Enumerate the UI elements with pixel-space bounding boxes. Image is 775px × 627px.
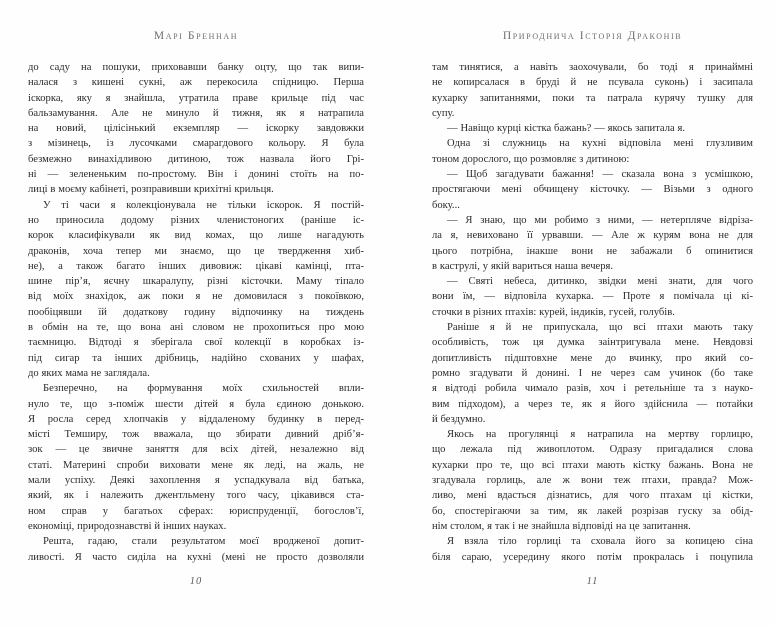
text-line: там тинятися, а навіть заохочували, бо тоді я принаймні — [432, 62, 753, 73]
right-page — [432, 0, 753, 627]
paragraph — [432, 427, 753, 534]
text-line: сточки в різних птахів: курей, індиків, гусей, голубів. — [432, 306, 675, 318]
text-line: шине пір’я, яєчну шкаралупу, різні кісточки. Маму тіпало — [28, 276, 364, 288]
text-line: в каструлі, у якій вариться наша вечеря. — [432, 260, 614, 272]
text-line: ном справ у багатьох сферах: юриспруденції, богослов’ї, — [28, 505, 364, 517]
text-line: нуло те, що з-поміж шести дітей я була єдиною донькою. — [28, 398, 364, 410]
text-line: корок класифікували як вид комах, що лише нагадують — [28, 230, 364, 242]
text-line: згадувала горлиць, але ж вони теж птахи, правда? Мож- — [432, 475, 753, 487]
text-line: який, як і належить джентльмену того часу, цікавився ста- — [28, 490, 364, 502]
text-line: в обмін на те, що вона ані словом не прохопиться про мою — [28, 322, 364, 334]
text-line: під сигар та інших дрібниць, надійно схованих у шафах, — [28, 352, 364, 364]
text-line: пообіцявши їй додаткову годину відпочинку на тиждень — [28, 306, 364, 318]
text-line: бальзамування. Але не минуло й тижня, як я натрапила — [28, 107, 364, 119]
text-line: таємницю. Відтоді я зберігала свої колекції в коробках із- — [28, 337, 364, 349]
page-number-left: 10 — [189, 576, 203, 587]
text-line: Раніше я й не припускала, що всі птахи мають таку — [447, 322, 753, 334]
text-line: цього потрібна, інакше вони не забажали б опинитися — [432, 245, 753, 257]
text-line: біля сараю, усередину якого потім прокралась і поцупила — [432, 551, 753, 563]
text-line: Якось на прогулянці я натрапила на мертву горлицю, — [447, 429, 753, 441]
text-line: простягаючи мені обчищену кісточку. — Візьми з одного — [432, 184, 753, 196]
text-line: — Щоб загадувати бажання! — сказала вона з усмішкою, — [447, 169, 753, 181]
text-line: особливість, тож ця думка заінтригувала мене. Невдовзі — [432, 337, 753, 349]
text-line: Одна зі служниць на кухні відповіла мені глузливим — [447, 138, 753, 150]
page-body — [432, 60, 753, 565]
text-line: тоном дорослого, що розмовляє з дитиною: — [432, 153, 630, 165]
page-number-right: 11 — [586, 576, 599, 587]
text-line: вони їм, — відповіла кухарка. — Проте я помічала ці кі- — [432, 291, 753, 303]
text-line: й бездумно. — [432, 413, 486, 425]
text-line: боку... — [432, 199, 460, 211]
text-line: з мізинець, із лусочками смарагдового кольору. Я була — [28, 138, 364, 150]
paragraph — [28, 381, 364, 534]
text-line: — Навіщо курці кістка бажань? — якось запитала я. — [447, 123, 686, 135]
running-head-author: Марі Бреннан — [153, 30, 239, 42]
text-line: — Я знаю, що ми робимо з ними, — нетерпляче відріза- — [447, 214, 753, 226]
text-line: не копирсалася в бруді й не псувала суконь) і засипала — [432, 77, 753, 89]
text-line: — Святі небеса, дитинко, звідки мені знати, для чого — [447, 276, 753, 288]
text-line: налася з кишені сукні, аж перекосила спідницю. Перша — [28, 77, 364, 89]
text-line: ливо, мені вдасться дізнатись, для чого птахам ці кістки, — [432, 490, 753, 502]
text-line: мали успіху. Деякі захоплення я успадкувала від батька, — [28, 475, 364, 487]
text-line: но приносила додому різних членистоногих (раніше іс- — [28, 214, 364, 226]
text-line: кухарки про те, що всі птахи мають кістку бажань. Вона не — [432, 459, 753, 471]
text-line: економіці, природознавстві й інших науках. — [28, 520, 227, 532]
paragraph — [432, 121, 753, 136]
running-head-title: Природнича Історія Драконів — [502, 30, 683, 42]
text-line: лиці в моєму кабінеті, розправивши крихітні крильця. — [28, 184, 274, 196]
text-line: ла я, невиховано її урвавши. — Але ж курям вона не для — [432, 230, 753, 242]
text-line: Безперечно, на формування моїх схильностей впли- — [43, 383, 364, 395]
text-line: не), а також багато інших дивовиж: цікаві камінці, пта- — [28, 260, 364, 272]
page-body — [28, 60, 364, 565]
paragraph — [432, 213, 753, 274]
paragraph — [432, 136, 753, 167]
text-line: вим підходом), а через те, як я його здійснила — потайки — [432, 398, 753, 410]
text-line: допитливість підштовхне мене до вчинку, про який со- — [432, 352, 753, 364]
paragraph — [432, 167, 753, 213]
paragraph — [28, 198, 364, 382]
paragraph — [28, 534, 364, 565]
text-line: бо, спостерігаючи за тим, як лакей розрізав гуску за обід- — [432, 505, 753, 517]
text-line: від моїх знахідок, аж поки я не домовилася з покоївкою, — [28, 291, 364, 303]
text-line: ні — зелененьким по-простому. Він і донині стоїть на по- — [28, 169, 364, 181]
text-line: Я взяла тіло горлиці та сховала його за копицею сіна — [447, 536, 753, 548]
text-line: що лежала під живоплотом. Одразу пригадалися слова — [432, 444, 753, 456]
paragraph — [432, 534, 753, 565]
text-line: на новий, цілісінький екземпляр — іскорку завдовжки — [28, 123, 364, 135]
text-line: У ті часи я колекціонувала не тільки іскорок. Я постій- — [43, 199, 364, 211]
text-line: зок — це звичне заняття для всіх дітей, незалежно від — [28, 444, 364, 456]
text-line: Я росла серед хлопчаків у віддаленому будинку в перед- — [28, 413, 364, 425]
text-line: безмежно винахідливою дитиною, тож назвала його Грі- — [28, 153, 364, 165]
text-line: до яких мама не заглядала. — [28, 367, 150, 379]
text-line: я відтоді робила чимало разів, хоч і ретельніше та з науко- — [432, 383, 753, 395]
paragraph — [28, 60, 364, 198]
text-line: ливості. Я часто сиділа на кухні (мені не просто дозволяли — [28, 551, 364, 563]
text-line: кухарку запитаннями, поки та патрала курячу тушку для — [432, 92, 753, 104]
text-line: супу. — [432, 107, 455, 119]
text-line: Решта, гадаю, стали результатом моєї вродженої допит- — [43, 536, 364, 548]
text-line: до саду на пошуки, приховавши банку оцту, що так випи- — [28, 62, 364, 73]
text-line: іскорка, яку я знайшла, утратила праве крильце під час — [28, 92, 364, 104]
text-line: нім столом, я так і не знайшла відповіді на це запитання. — [432, 520, 691, 532]
paragraph — [432, 274, 753, 320]
text-line: статі. Материні спроби виховати мене як леді, на жаль, не — [28, 459, 364, 471]
text-line: місті Темширу, тож вважала, що збирати дивний дріб’я- — [28, 429, 364, 441]
text-line: драконів, хоча тепер ми знаємо, що це твердження хиб- — [28, 245, 364, 257]
text-line: ромно згадувати й донині. І не через сам учинок (бо таке — [432, 367, 753, 379]
paragraph — [432, 320, 753, 427]
left-page — [28, 0, 364, 627]
paragraph — [432, 60, 753, 121]
